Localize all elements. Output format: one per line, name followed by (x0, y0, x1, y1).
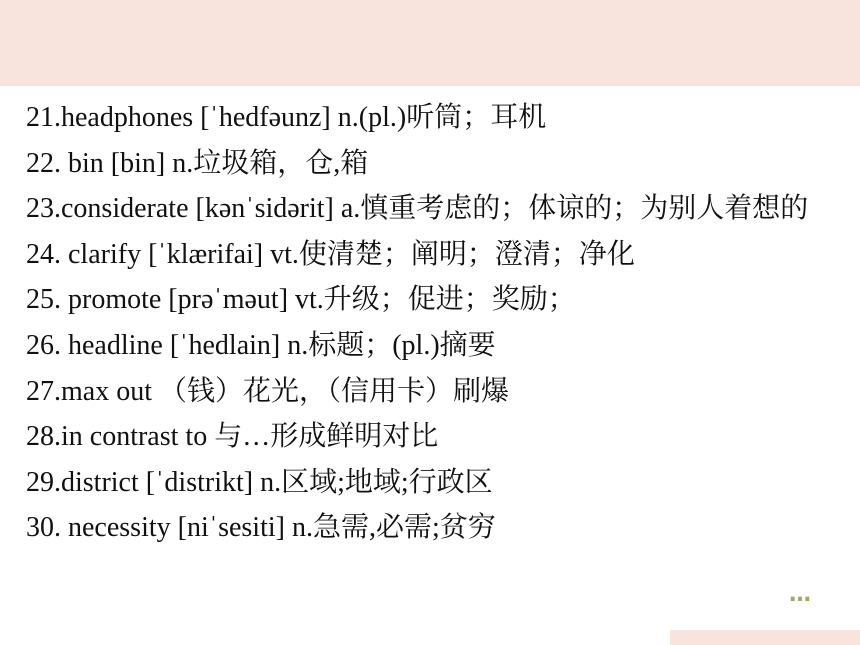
footer-band (670, 630, 860, 645)
vocab-entry: 25. promote [prəˈməut] vt.升级；促进；奖励； (26, 284, 576, 316)
vocab-entry: 26. headline [ˈhedlain] n.标题；(pl.)摘要 (26, 329, 496, 361)
vocabulary-list (26, 95, 841, 551)
vocab-entry: 30. necessity [niˈsesiti] n.急需,必需;贫穷 (26, 512, 496, 544)
vocab-entry: 28.in contrast to 与…形成鲜明对比 (26, 421, 439, 453)
vocab-entry: 24. clarify [ˈklærifai] vt.使清楚；阐明；澄清；净化 (26, 238, 635, 270)
vocab-entry: 29.district [ˈdistrikt] n.区域;地域;行政区 (26, 466, 493, 498)
vocab-entry: 22. bin [bin] n.垃圾箱，仓,箱 (26, 147, 369, 179)
vocab-entry: 27.max out （钱）花光，（信用卡）刷爆 (26, 375, 509, 407)
header-band (0, 0, 860, 86)
vocab-entry: 21.headphones [ˈhedfəunz] n.(pl.)听筒；耳机 (26, 102, 547, 133)
vocab-entry: 23.considerate [kənˈsidərit] a.慎重考虑的；体谅的；为别人着想的 (26, 193, 809, 225)
more-indicator-icon: … (789, 582, 812, 607)
